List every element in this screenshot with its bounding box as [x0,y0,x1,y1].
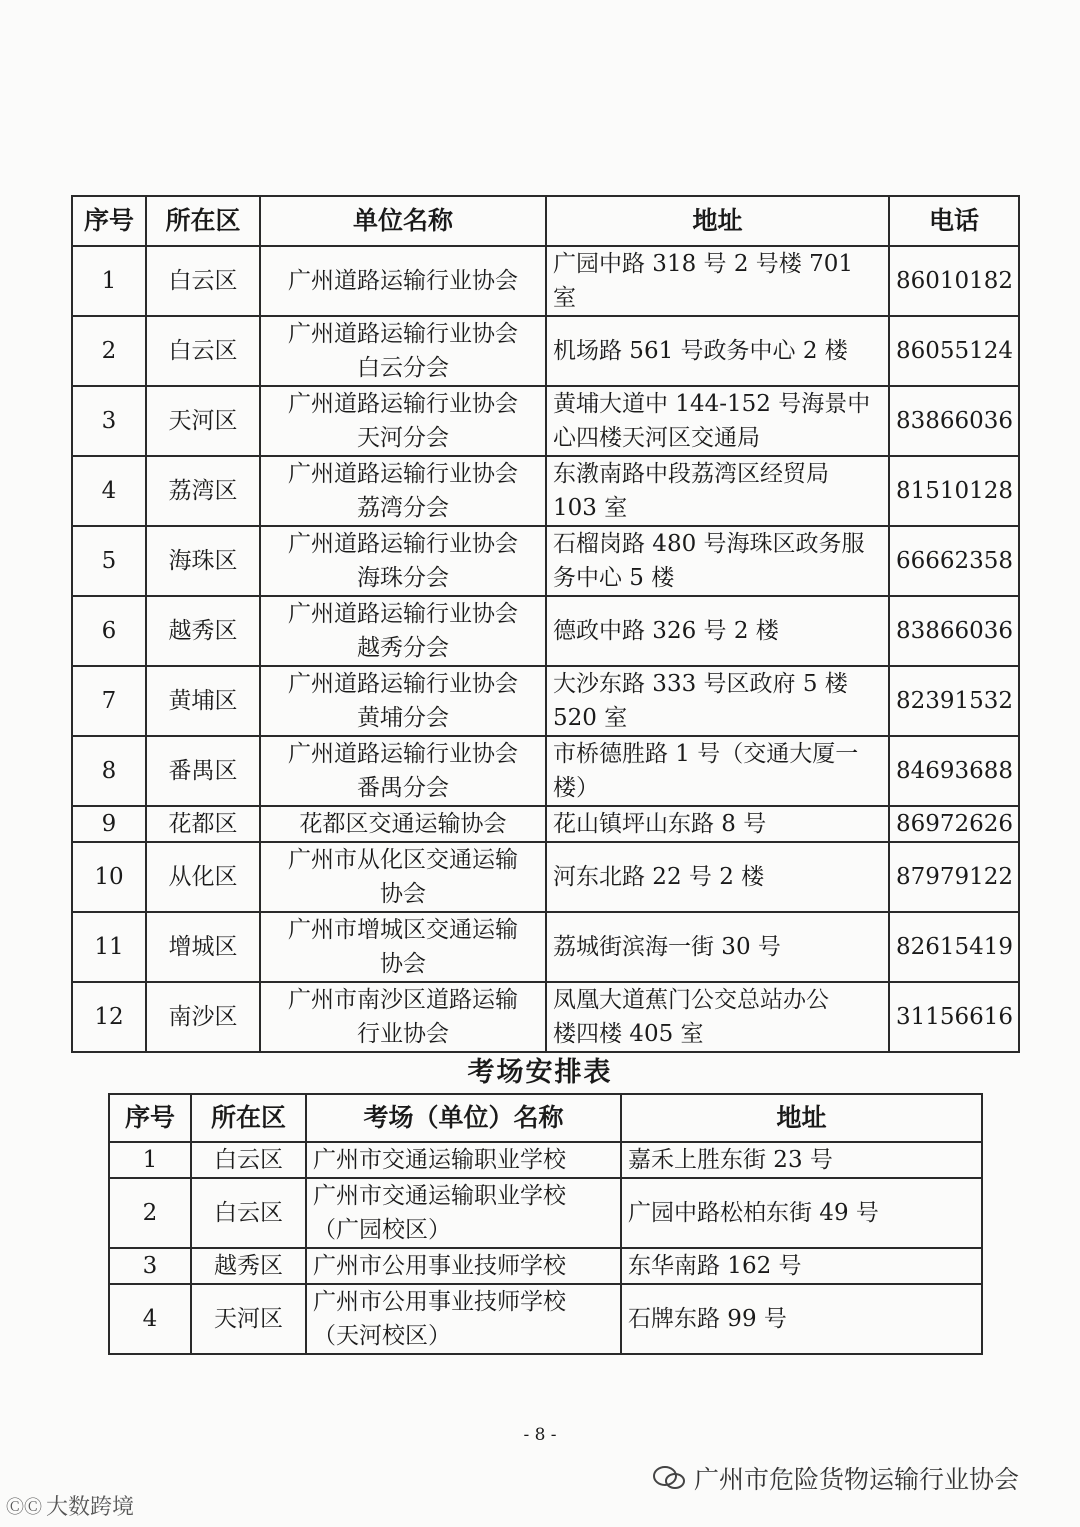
table-cell: 广州市公用事业技师学校 （天河校区） [306,1284,621,1354]
table-cell: 广州道路运输行业协会 荔湾分会 [260,456,546,526]
table-cell: 1 [109,1142,191,1178]
table-cell: 86055124 [889,316,1019,386]
table-cell: 大沙东路 333 号区政府 5 楼 520 室 [546,666,889,736]
header-cell: 单位名称 [260,196,546,246]
table-cell: 86972626 [889,806,1019,842]
table-cell: 2 [109,1178,191,1248]
table-cell: 87979122 [889,842,1019,912]
table-cell: 白云区 [191,1178,306,1248]
table-cell: 12 [72,982,146,1052]
table-cell: 7 [72,666,146,736]
source-watermark [6,1490,134,1521]
exam-table-title: 考场安排表 [467,1057,613,1088]
table-row [72,316,1019,386]
table-cell: 83866036 [889,596,1019,666]
table-row [72,806,1019,842]
table-cell: 82391532 [889,666,1019,736]
table-cell: 嘉禾上胜东街 23 号 [621,1142,982,1178]
table-cell: 越秀区 [191,1248,306,1284]
table-cell: 广州市交通运输职业学校 [306,1142,621,1178]
page-number: - 8 - [523,1425,557,1445]
header-cell: 考场（单位）名称 [306,1094,621,1142]
table-row [72,526,1019,596]
table-cell: 凤凰大道蕉门公交总站办公 楼四楼 405 室 [546,982,889,1052]
table-cell: 82615419 [889,912,1019,982]
table-cell: 3 [72,386,146,456]
table-cell: 10 [72,842,146,912]
table-cell: 石牌东路 99 号 [621,1284,982,1354]
table-cell: 花都区 [146,806,260,842]
table-row [72,246,1019,316]
table-cell: 广州道路运输行业协会 海珠分会 [260,526,546,596]
table-cell: 市桥德胜路 1 号（交通大厦一 楼） [546,736,889,806]
table-cell: 东漖南路中段荔湾区经贸局 103 室 [546,456,889,526]
table-header-row [109,1094,982,1142]
table-cell: 广园中路松柏东街 49 号 [621,1178,982,1248]
table-cell: 荔城街滨海一街 30 号 [546,912,889,982]
header-cell: 地址 [546,196,889,246]
watermark-text: 广州市危险货物运输行业协会 [694,1465,1020,1494]
table-cell: 广州道路运输行业协会 白云分会 [260,316,546,386]
table-row [72,736,1019,806]
table-cell: 广州道路运输行业协会 [260,246,546,316]
table-cell: 海珠区 [146,526,260,596]
wechat-icon [652,1465,686,1491]
table-cell: 84693688 [889,736,1019,806]
table-cell: 广州道路运输行业协会 黄埔分会 [260,666,546,736]
table-cell: 南沙区 [146,982,260,1052]
table-cell: 从化区 [146,842,260,912]
table-row [109,1248,982,1284]
logo-icon: ⒸⒸ [6,1496,42,1518]
header-cell: 地址 [621,1094,982,1142]
table-row [72,386,1019,456]
table-cell: 广州道路运输行业协会 番禺分会 [260,736,546,806]
table-row [72,842,1019,912]
table-cell: 东华南路 162 号 [621,1248,982,1284]
header-cell: 电话 [889,196,1019,246]
table-cell: 广州市交通运输职业学校 （广园校区） [306,1178,621,1248]
table-row [109,1284,982,1354]
header-cell: 所在区 [146,196,260,246]
table-cell: 广园中路 318 号 2 号楼 701 室 [546,246,889,316]
table-cell: 4 [109,1284,191,1354]
table-cell: 9 [72,806,146,842]
table-row [109,1142,982,1178]
table-row [72,596,1019,666]
table-cell: 8 [72,736,146,806]
table-cell: 白云区 [146,246,260,316]
exam-venue-table [108,1093,983,1355]
header-cell: 序号 [109,1094,191,1142]
header-cell: 序号 [72,196,146,246]
table-header-row [72,196,1019,246]
table-cell: 广州市从化区交通运输 协会 [260,842,546,912]
table-cell: 广州道路运输行业协会 天河分会 [260,386,546,456]
table-row [72,456,1019,526]
table-row [72,666,1019,736]
wechat-watermark [652,1460,1019,1496]
table-cell: 黄埔区 [146,666,260,736]
header-cell: 所在区 [191,1094,306,1142]
table-cell: 31156616 [889,982,1019,1052]
table-cell: 广州市南沙区道路运输 行业协会 [260,982,546,1052]
table-cell: 荔湾区 [146,456,260,526]
table-cell: 4 [72,456,146,526]
table-cell: 5 [72,526,146,596]
table-cell: 66662358 [889,526,1019,596]
table-cell: 机场路 561 号政务中心 2 楼 [546,316,889,386]
table-cell: 2 [72,316,146,386]
table-cell: 1 [72,246,146,316]
table-cell: 越秀区 [146,596,260,666]
table-cell: 番禺区 [146,736,260,806]
table-cell: 3 [109,1248,191,1284]
table-cell: 白云区 [146,316,260,386]
table-cell: 德政中路 326 号 2 楼 [546,596,889,666]
table-cell: 广州市增城区交通运输 协会 [260,912,546,982]
table-cell: 天河区 [191,1284,306,1354]
table-cell: 广州道路运输行业协会 越秀分会 [260,596,546,666]
table-cell: 81510128 [889,456,1019,526]
table-cell: 11 [72,912,146,982]
table-cell: 白云区 [191,1142,306,1178]
table-cell: 天河区 [146,386,260,456]
table-cell: 河东北路 22 号 2 楼 [546,842,889,912]
contact-table [71,195,1020,1053]
table-cell: 花山镇坪山东路 8 号 [546,806,889,842]
table-cell: 83866036 [889,386,1019,456]
table-cell: 黄埔大道中 144-152 号海景中 心四楼天河区交通局 [546,386,889,456]
table-cell: 花都区交通运输协会 [260,806,546,842]
table-cell: 石榴岗路 480 号海珠区政务服 务中心 5 楼 [546,526,889,596]
table-cell: 增城区 [146,912,260,982]
table-row [109,1178,982,1248]
table-cell: 6 [72,596,146,666]
table-cell: 广州市公用事业技师学校 [306,1248,621,1284]
table-cell: 86010182 [889,246,1019,316]
table-row [72,912,1019,982]
table-row [72,982,1019,1052]
watermark-text: 大数跨境 [46,1495,135,1520]
